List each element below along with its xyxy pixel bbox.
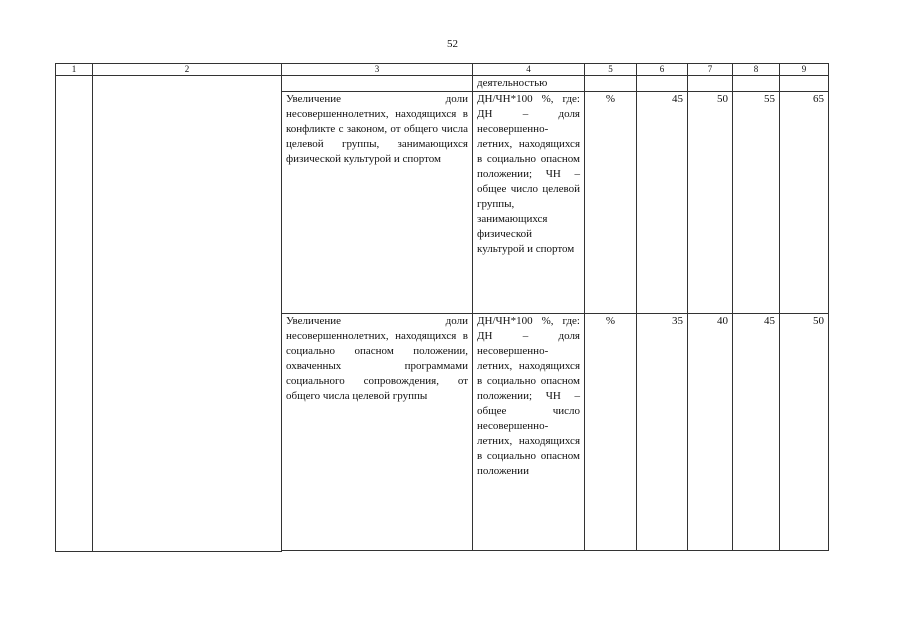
value-col7: 40 (688, 314, 733, 551)
cell-empty (637, 76, 688, 92)
column-number: 4 (473, 64, 585, 76)
indicator-text: Увеличение доли несовершеннолетних, находящихся в конфликте с законом, от общего числа целевой группы, занимающихся физической культурой и спортом (282, 92, 473, 314)
indicator-text: Увеличение доли несовершеннолетних, находящихся в социально опасном положении, охваченных программами социального сопровождения, от общего числа целевой группы (282, 314, 473, 551)
cell-col2 (93, 76, 282, 552)
unit-cell: % (585, 92, 637, 314)
unit-cell: % (585, 314, 637, 551)
value-col6: 45 (637, 92, 688, 314)
column-number: 1 (56, 64, 93, 76)
column-numbers-row (56, 64, 829, 76)
column-number: 2 (93, 64, 282, 76)
value-col7: 50 (688, 92, 733, 314)
formula-text: ДН/ЧН*100 %, где: ДН – доля несовершенно-летних, находящихся в социально опасном положении; ЧН – общее число несовершенно-летних, находящихся в социально опасном положении (473, 314, 585, 551)
column-number: 9 (780, 64, 829, 76)
formula-text: ДН/ЧН*100 %, где: ДН – доля несовершенно-летних, находящихся в социально опасном положении; ЧН – общее число целевой группы, занимающихся физической культурой и спортом (473, 92, 585, 314)
cell-empty (688, 76, 733, 92)
column-number: 3 (282, 64, 473, 76)
value-col9: 50 (780, 314, 829, 551)
value-col8: 55 (733, 92, 780, 314)
column-number: 5 (585, 64, 637, 76)
page-number: 52 (447, 38, 458, 50)
continuation-text: деятельностью (473, 76, 585, 92)
column-number: 7 (688, 64, 733, 76)
value-col9: 65 (780, 92, 829, 314)
cell-empty (780, 76, 829, 92)
column-number: 8 (733, 64, 780, 76)
cell-empty (282, 76, 473, 92)
cell-empty (585, 76, 637, 92)
value-col8: 45 (733, 314, 780, 551)
cell-empty (733, 76, 780, 92)
column-number: 6 (637, 64, 688, 76)
value-col6: 35 (637, 314, 688, 551)
cell-col1 (56, 76, 93, 552)
indicators-table (55, 63, 829, 552)
continuation-row (56, 76, 829, 92)
